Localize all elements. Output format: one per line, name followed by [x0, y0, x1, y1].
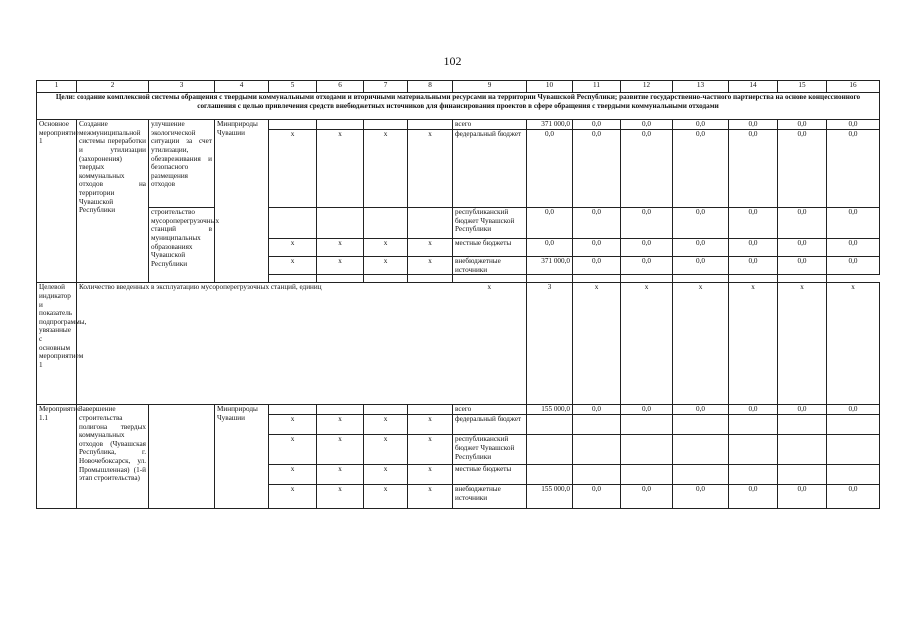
header-row — [37, 81, 880, 93]
value-cell: 0,0 — [673, 257, 729, 275]
x-mark: x — [269, 485, 317, 509]
value-cell: 0,0 — [673, 239, 729, 257]
value-cell: 0,0 — [778, 130, 827, 208]
indicator-label: Целевой индикатор и показатель подпрограммы, увязанные с основным мероприятием 1 — [37, 283, 77, 405]
x-mark: x — [408, 239, 453, 257]
value-cell: 0,0 — [573, 257, 621, 275]
header-cell: 15 — [778, 81, 827, 93]
result-cell: улучшение экологической ситуации за счет утилизации, обезвреживания и безопасного размещения отходов — [149, 120, 215, 208]
header-cell: 4 — [215, 81, 269, 93]
value-cell: 0,0 — [573, 405, 621, 415]
indicator-value: 3 — [527, 283, 573, 405]
value-cell: 0,0 — [527, 208, 573, 239]
header-cell: 6 — [317, 81, 364, 93]
x-mark: x — [269, 435, 317, 465]
table-row — [37, 208, 880, 239]
value-cell: 155 000,0 — [527, 405, 573, 415]
value-cell: 0,0 — [573, 120, 621, 130]
header-cell: 16 — [827, 81, 880, 93]
value-cell: 0,0 — [573, 208, 621, 239]
x-mark: x — [408, 130, 453, 208]
value-cell: 0,0 — [778, 405, 827, 415]
value-cell: 0,0 — [729, 208, 778, 239]
header-cell: 13 — [673, 81, 729, 93]
status-cell: Основное мероприятие 1 — [37, 120, 77, 283]
x-mark: x — [364, 130, 408, 208]
x-mark: x — [317, 415, 364, 435]
value-cell: 0,0 — [573, 485, 621, 509]
executor-cell: Минприроды Чувашии — [215, 405, 269, 509]
value-cell: 371 000,0 — [527, 257, 573, 275]
indicator-col9: x — [453, 283, 527, 405]
x-mark: x — [269, 257, 317, 275]
x-mark: x — [269, 130, 317, 208]
goal-row — [37, 93, 880, 120]
table-row — [37, 120, 880, 130]
header-cell: 7 — [364, 81, 408, 93]
value-cell: 0,0 — [621, 130, 673, 208]
x-mark: x — [364, 435, 408, 465]
source-cell: внебюджетные источники — [453, 485, 527, 509]
value-cell: 0,0 — [673, 405, 729, 415]
x-mark: x — [364, 239, 408, 257]
x-mark: x — [317, 485, 364, 509]
value-cell: 0,0 — [621, 208, 673, 239]
x-mark: x — [408, 485, 453, 509]
value-cell: 0,0 — [673, 120, 729, 130]
value-cell: 0,0 — [778, 239, 827, 257]
x-mark: x — [317, 435, 364, 465]
page-number: 102 — [443, 54, 462, 68]
value-cell: 0,0 — [827, 208, 880, 239]
program-table — [36, 80, 880, 509]
value-cell: 0,0 — [729, 405, 778, 415]
name-cell: Создание межмуниципальной системы переработки и утилизации (захоронения) твердых коммунальных отходов на территории Чувашской Республики — [77, 120, 149, 283]
source-cell: всего — [453, 120, 527, 130]
value-cell: 0,0 — [621, 239, 673, 257]
value-cell: 0,0 — [527, 239, 573, 257]
value-cell: 0,0 — [673, 485, 729, 509]
executor-cell: Минприроды Чувашии — [215, 120, 269, 283]
value-cell: 0,0 — [621, 257, 673, 275]
indicator-text: Количество введенных в эксплуатацию мусороперегрузочных станций, единиц — [77, 283, 453, 405]
x-mark: x — [408, 435, 453, 465]
source-cell: местные бюджеты — [453, 239, 527, 257]
source-cell: внебюджетные источники — [453, 257, 527, 275]
name-cell: Завершение строительства полигона твердых коммунальных отходов (Чувашская Республика, г. Новочебоксарск, ул. Промышленная) (1-й этап строительства) — [77, 405, 149, 509]
value-cell: 0,0 — [778, 208, 827, 239]
indicator-row — [37, 283, 880, 405]
value-cell: 0,0 — [527, 130, 573, 208]
x-mark: x — [269, 465, 317, 485]
indicator-value: x — [827, 283, 880, 405]
value-cell: 371 000,0 — [527, 120, 573, 130]
x-mark: x — [317, 257, 364, 275]
value-cell: 0,0 — [621, 405, 673, 415]
value-cell: 0,0 — [827, 239, 880, 257]
value-cell: 0,0 — [573, 239, 621, 257]
indicator-value: x — [573, 283, 621, 405]
value-cell: 0,0 — [827, 405, 880, 415]
header-cell: 2 — [77, 81, 149, 93]
x-mark: x — [364, 465, 408, 485]
x-mark: x — [408, 257, 453, 275]
source-cell: республиканский бюджет Чувашской Республики — [453, 208, 527, 239]
header-cell: 8 — [408, 81, 453, 93]
value-cell: 0,0 — [729, 239, 778, 257]
value-cell: 0,0 — [827, 485, 880, 509]
header-cell: 10 — [527, 81, 573, 93]
x-mark: x — [364, 257, 408, 275]
x-mark: x — [317, 130, 364, 208]
header-cell: 14 — [729, 81, 778, 93]
table-row — [37, 405, 880, 415]
indicator-value: x — [778, 283, 827, 405]
value-cell: 0,0 — [827, 257, 880, 275]
x-mark: x — [364, 415, 408, 435]
value-cell: 0,0 — [778, 120, 827, 130]
x-mark: x — [364, 485, 408, 509]
header-cell: 1 — [37, 81, 77, 93]
header-cell: 9 — [453, 81, 527, 93]
header-cell: 12 — [621, 81, 673, 93]
value-cell: 0,0 — [573, 130, 621, 208]
source-cell: федеральный бюджет — [453, 415, 527, 435]
value-cell: 0,0 — [673, 208, 729, 239]
x-mark: x — [408, 465, 453, 485]
value-cell: 0,0 — [778, 485, 827, 509]
source-cell: всего — [453, 405, 527, 415]
result-cell: строительство мусороперегрузочных станций в муниципальных образованиях Чувашской Республики — [149, 208, 215, 283]
header-cell: 5 — [269, 81, 317, 93]
goal-text: Цели: создание комплексной системы обращения с твердыми коммунальными отходами и вторичными материальными ресурсами на территории Чувашской Республики; развитие государственно-частного партнерства на основе концессионного соглашения с целью привлечения средств внебюджетных источников для финансирования проектов в сфере обращения с твердыми коммунальными отходами — [37, 93, 880, 120]
value-cell: 0,0 — [729, 120, 778, 130]
indicator-value: x — [729, 283, 778, 405]
indicator-value: x — [673, 283, 729, 405]
value-cell: 0,0 — [673, 130, 729, 208]
indicator-value: x — [621, 283, 673, 405]
header-cell: 3 — [149, 81, 215, 93]
status-cell: Мероприятие 1.1 — [37, 405, 77, 509]
source-cell: федеральный бюджет — [453, 130, 527, 208]
value-cell: 0,0 — [621, 485, 673, 509]
x-mark: x — [269, 239, 317, 257]
value-cell: 0,0 — [729, 130, 778, 208]
header-cell: 11 — [573, 81, 621, 93]
x-mark: x — [408, 415, 453, 435]
x-mark: x — [317, 465, 364, 485]
source-cell: местные бюджеты — [453, 465, 527, 485]
source-cell: республиканский бюджет Чувашской Республики — [453, 435, 527, 465]
value-cell: 0,0 — [827, 130, 880, 208]
value-cell: 0,0 — [827, 120, 880, 130]
value-cell: 0,0 — [778, 257, 827, 275]
x-mark: x — [269, 415, 317, 435]
value-cell: 0,0 — [729, 485, 778, 509]
value-cell: 155 000,0 — [527, 485, 573, 509]
x-mark: x — [317, 239, 364, 257]
value-cell: 0,0 — [729, 257, 778, 275]
value-cell: 0,0 — [621, 120, 673, 130]
